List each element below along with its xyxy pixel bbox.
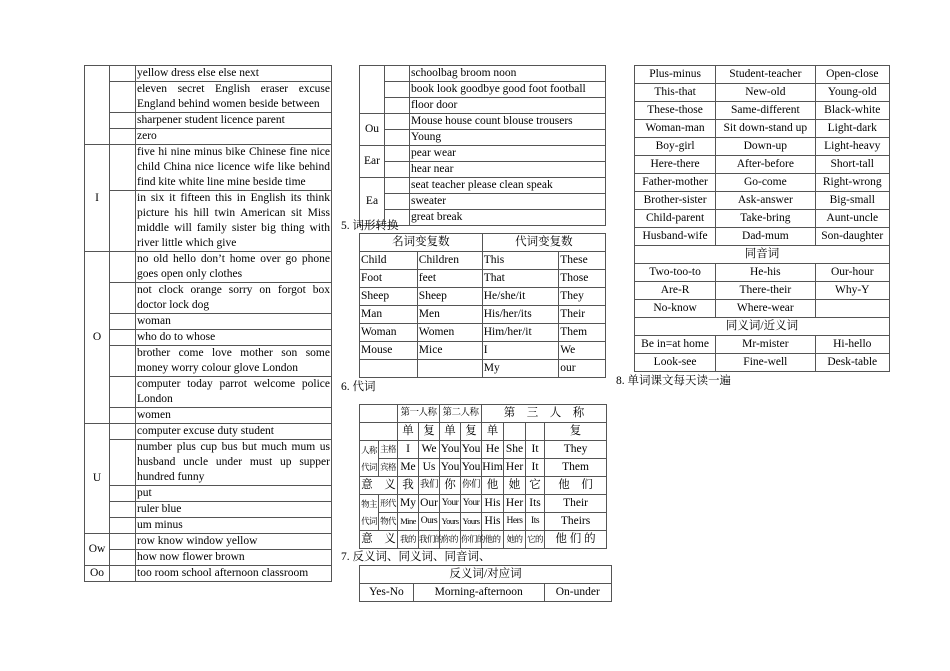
table-cell: Why-Y	[815, 282, 889, 300]
table-cell: Mr-mister	[716, 336, 815, 354]
pronoun-cell: 我	[398, 477, 419, 495]
pronoun-cell: Its	[526, 495, 545, 513]
word-row: computer today parrot welcome police London	[136, 377, 332, 408]
second-person-header: 第二人称	[440, 405, 482, 423]
table-cell: Two-too-to	[635, 264, 716, 282]
pronoun-cell: I	[398, 441, 419, 459]
table-cell: Same-different	[716, 102, 815, 120]
table-cell: Light-dark	[815, 120, 889, 138]
table-cell: Hi-hello	[815, 336, 889, 354]
pronoun-cell: They	[545, 441, 607, 459]
table-cell: He-his	[716, 264, 815, 282]
pronoun-cell: He	[482, 441, 504, 459]
singular-label: 单	[482, 423, 504, 441]
pronoun-cell: It	[526, 441, 545, 459]
subject-label: 主格	[379, 441, 398, 459]
possessive-pronoun-label: 物主代词	[360, 495, 379, 531]
table-cell: I	[482, 342, 558, 360]
table-cell: After-before	[716, 156, 815, 174]
table-cell: Husband-wife	[635, 228, 716, 246]
table-cell: Sheep	[417, 288, 482, 306]
table-cell: Are-R	[635, 282, 716, 300]
table-cell: Child	[360, 252, 418, 270]
plural-label: 复	[419, 423, 440, 441]
table-cell: our	[559, 360, 606, 378]
table-cell: This-that	[635, 84, 716, 102]
table-cell: feet	[417, 270, 482, 288]
table-cell: He/she/it	[482, 288, 558, 306]
word-row: um minus	[136, 518, 332, 534]
pronoun-cell: Their	[545, 495, 607, 513]
pronoun-cell: We	[419, 441, 440, 459]
table-cell: Black-white	[815, 102, 889, 120]
pronoun-plural-header: 代词变复数	[482, 234, 605, 252]
word-row: sweater	[410, 194, 606, 210]
table-cell: Look-see	[635, 354, 716, 372]
section-7-title: 7. 反义词、同义词、同音词、	[341, 551, 491, 563]
word-row: too room school afternoon classroom	[136, 566, 332, 582]
table-cell: No-know	[635, 300, 716, 318]
meaning-label: 意 义	[360, 531, 398, 549]
table-cell: Down-up	[716, 138, 815, 156]
singular-label: 单	[440, 423, 461, 441]
pronoun-cell: Ours	[419, 513, 440, 531]
word-row: pear wear	[410, 146, 606, 162]
pronoun-cell: My	[398, 495, 419, 513]
vowel-header-i: I	[85, 145, 110, 252]
word-row: seat teacher please clean speak	[410, 178, 606, 194]
table-cell	[417, 360, 482, 378]
pronoun-cell: 它	[526, 477, 545, 495]
table-cell: My	[482, 360, 558, 378]
pronoun-cell: Him	[482, 459, 504, 477]
table-cell: They	[559, 288, 606, 306]
table-cell: Man	[360, 306, 418, 324]
table-cell: Foot	[360, 270, 418, 288]
table-cell	[360, 360, 418, 378]
digraph-header-ea: Ea	[360, 178, 385, 226]
pronoun-cell: 你们的	[461, 531, 482, 549]
antonym-header: 反义词/对应词	[360, 566, 612, 584]
pronoun-cell: Us	[419, 459, 440, 477]
digraph-words-table	[359, 65, 606, 226]
antonym-table-start	[359, 565, 612, 602]
pronoun-cell: Yours	[440, 513, 461, 531]
word-row: brother come love mother son some money worry colour glove London	[136, 346, 332, 377]
pronoun-cell: You	[461, 441, 482, 459]
pronoun-cell: Them	[545, 459, 607, 477]
pronoun-cell: 我的	[398, 531, 419, 549]
table-cell: Him/her/it	[482, 324, 558, 342]
table-cell: There-their	[716, 282, 815, 300]
pronoun-cell: Her	[504, 495, 526, 513]
pronoun-cell: 她	[504, 477, 526, 495]
word-row: five hi nine minus bike Chinese fine nice child China nice licence wife like behind find kite white line mine beside time	[136, 145, 332, 191]
table-cell: On-under	[544, 584, 611, 602]
table-cell: Woman-man	[635, 120, 716, 138]
pronoun-cell: It	[526, 459, 545, 477]
digraph-header-ou: Ou	[360, 114, 385, 146]
word-pairs-table	[634, 65, 890, 372]
synonym-header: 同义词/近义词	[635, 318, 890, 336]
word-row: sharpener student licence parent	[136, 113, 332, 129]
table-cell: We	[559, 342, 606, 360]
first-person-header: 第一人称	[398, 405, 440, 423]
pronoun-cell: Theirs	[545, 513, 607, 531]
homophone-header: 同音词	[635, 246, 890, 264]
pronoun-table	[359, 404, 607, 549]
pronoun-cell: You	[440, 459, 461, 477]
table-cell: Men	[417, 306, 482, 324]
object-label: 宾格	[379, 459, 398, 477]
noun-plural-header: 名词变复数	[360, 234, 483, 252]
word-row: great break	[410, 210, 606, 226]
plural-table	[359, 233, 606, 378]
table-cell: Women	[417, 324, 482, 342]
vowel-header-u: U	[85, 424, 110, 534]
section-5-title: 5. 词形转换	[341, 220, 399, 232]
poss-adj-label: 形代	[379, 495, 398, 513]
table-cell: Father-mother	[635, 174, 716, 192]
word-row: Young	[410, 130, 606, 146]
pronoun-cell: Yours	[461, 513, 482, 531]
table-cell: Young-old	[815, 84, 889, 102]
plural-label: 复	[461, 423, 482, 441]
vowel-words-table	[84, 65, 332, 582]
table-cell: These-those	[635, 102, 716, 120]
section-6-title: 6. 代词	[341, 381, 376, 393]
table-cell: Big-small	[815, 192, 889, 210]
word-row: not clock orange sorry on forgot box doctor lock dog	[136, 283, 332, 314]
pronoun-cell: 我们	[419, 477, 440, 495]
pronoun-cell: She	[504, 441, 526, 459]
table-cell: Student-teacher	[716, 66, 815, 84]
table-cell: Be in=at home	[635, 336, 716, 354]
table-cell: Boy-girl	[635, 138, 716, 156]
pronoun-cell: Your	[461, 495, 482, 513]
table-cell: These	[559, 252, 606, 270]
table-cell: Our-hour	[815, 264, 889, 282]
table-cell: Them	[559, 324, 606, 342]
meaning-label: 意 义	[360, 477, 398, 495]
table-cell: Brother-sister	[635, 192, 716, 210]
pronoun-cell: Hers	[504, 513, 526, 531]
pronoun-cell: Me	[398, 459, 419, 477]
plural-label: 复	[545, 423, 607, 441]
table-cell: Children	[417, 252, 482, 270]
table-cell: Child-parent	[635, 210, 716, 228]
word-row: yellow dress else else next	[136, 66, 332, 82]
pronoun-cell: 你的	[440, 531, 461, 549]
digraph-header-ear: Ear	[360, 146, 385, 178]
third-person-header: 第 三 人 称	[482, 405, 607, 423]
pronoun-cell: 他 们	[545, 477, 607, 495]
pronoun-cell: 它的	[526, 531, 545, 549]
word-row: how now flower brown	[136, 550, 332, 566]
table-cell: Yes-No	[360, 584, 414, 602]
table-cell: Sit down-stand up	[716, 120, 815, 138]
word-row: computer excuse duty student	[136, 424, 332, 440]
word-row: number plus cup bus but much mum us husband uncle under must up supper hundred funny	[136, 440, 332, 486]
word-row: ruler blue	[136, 502, 332, 518]
table-cell: Plus-minus	[635, 66, 716, 84]
vowel-header-o: O	[85, 252, 110, 424]
table-cell: Son-daughter	[815, 228, 889, 246]
table-cell: Aunt-uncle	[815, 210, 889, 228]
pronoun-cell: 他的	[482, 531, 504, 549]
word-row: Mouse house count blouse trousers	[410, 114, 606, 130]
table-cell: Morning-afternoon	[413, 584, 544, 602]
table-cell: Light-heavy	[815, 138, 889, 156]
table-cell: Take-bring	[716, 210, 815, 228]
table-cell: Their	[559, 306, 606, 324]
table-cell: Fine-well	[716, 354, 815, 372]
table-cell: Dad-mum	[716, 228, 815, 246]
table-cell: New-old	[716, 84, 815, 102]
table-cell: Ask-answer	[716, 192, 815, 210]
table-cell: Those	[559, 270, 606, 288]
pronoun-cell: 我们的	[419, 531, 440, 549]
table-cell: His/her/its	[482, 306, 558, 324]
word-row: schoolbag broom noon	[410, 66, 606, 82]
singular-label: 单	[398, 423, 419, 441]
word-row: book look goodbye good foot football	[410, 82, 606, 98]
table-cell: Mouse	[360, 342, 418, 360]
word-row: put	[136, 486, 332, 502]
personal-pronoun-label: 人称代词	[360, 441, 379, 477]
table-cell: Desk-table	[815, 354, 889, 372]
table-cell: Here-there	[635, 156, 716, 174]
poss-pron-label: 物代	[379, 513, 398, 531]
pronoun-cell: Mine	[398, 513, 419, 531]
pronoun-cell: Her	[504, 459, 526, 477]
word-row: hear near	[410, 162, 606, 178]
table-cell: Short-tall	[815, 156, 889, 174]
pronoun-cell: 她的	[504, 531, 526, 549]
pronoun-cell: You	[461, 459, 482, 477]
table-cell: Open-close	[815, 66, 889, 84]
table-cell: Mice	[417, 342, 482, 360]
table-cell: This	[482, 252, 558, 270]
table-cell: Go-come	[716, 174, 815, 192]
word-row: eleven secret English eraser excuse England behind women beside between	[136, 82, 332, 113]
pronoun-cell: Our	[419, 495, 440, 513]
word-row: in six it fifteen this in English its think picture his hill twin American sit Miss middle will family sister big thing with river little which give	[136, 191, 332, 252]
word-row: woman	[136, 314, 332, 330]
table-cell	[815, 300, 889, 318]
word-row: women	[136, 408, 332, 424]
pronoun-cell: 他 们 的	[545, 531, 607, 549]
pronoun-cell: You	[440, 441, 461, 459]
pronoun-cell: 你	[440, 477, 461, 495]
word-row: who do to whose	[136, 330, 332, 346]
table-cell: Right-wrong	[815, 174, 889, 192]
word-row: zero	[136, 129, 332, 145]
table-cell: Where-wear	[716, 300, 815, 318]
pronoun-cell: His	[482, 513, 504, 531]
table-cell: Sheep	[360, 288, 418, 306]
vowel-header-oo: Oo	[85, 566, 110, 582]
section-8-title: 8. 单词课文每天读一遍	[616, 375, 731, 387]
word-row: floor door	[410, 98, 606, 114]
word-row: no old hello don’t home over go phone goes open only clothes	[136, 252, 332, 283]
table-cell: That	[482, 270, 558, 288]
pronoun-cell: His	[482, 495, 504, 513]
pronoun-cell: Your	[440, 495, 461, 513]
word-row: row know window yellow	[136, 534, 332, 550]
pronoun-cell: 你们	[461, 477, 482, 495]
pronoun-cell: 他	[482, 477, 504, 495]
pronoun-cell: Its	[526, 513, 545, 531]
table-cell: Woman	[360, 324, 418, 342]
vowel-header-ow: Ow	[85, 534, 110, 566]
